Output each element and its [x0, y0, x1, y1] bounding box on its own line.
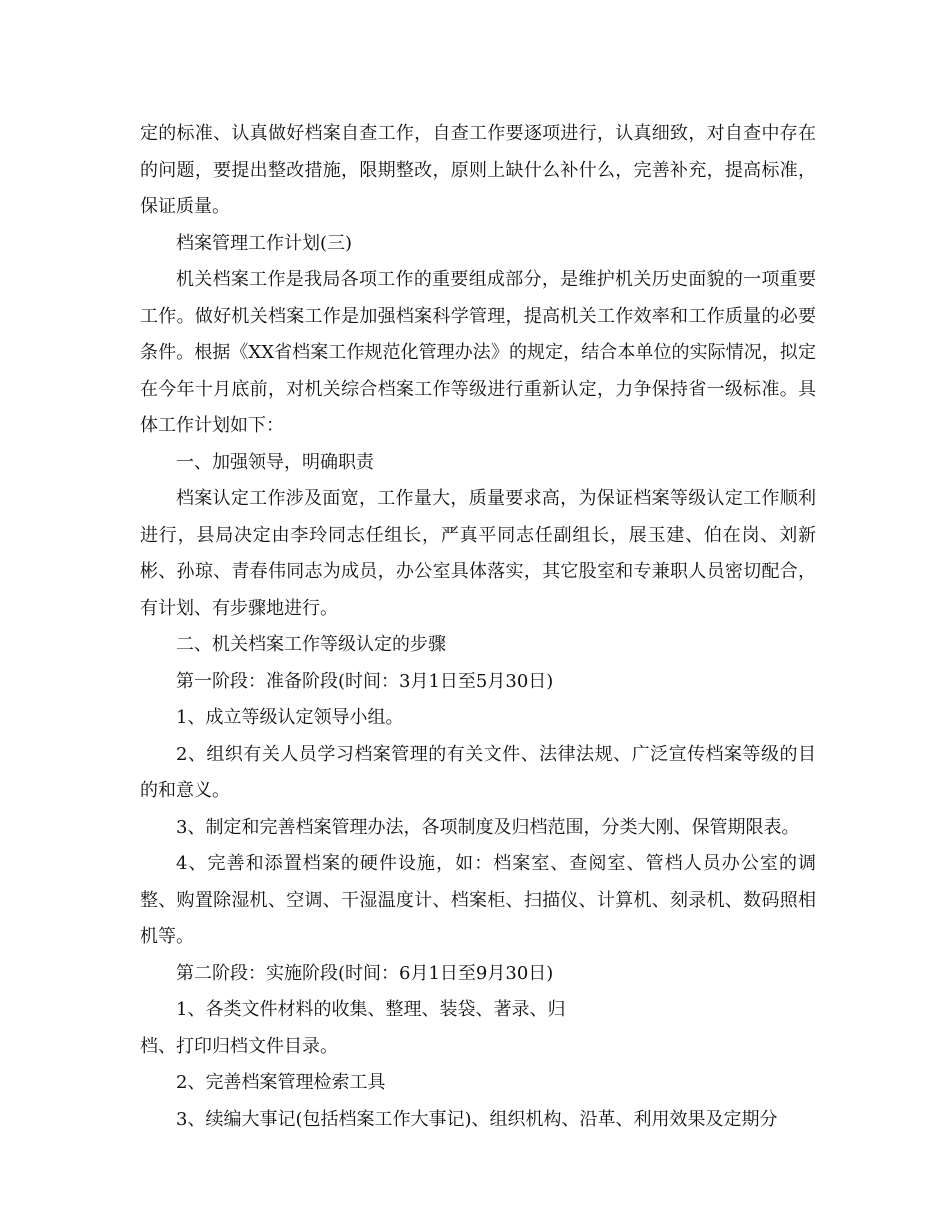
paragraph-leadership: 档案认定工作涉及面宽，工作量大，质量要求高，为保证档案等级认定工作顺利进行，县局决定由李玲同志任组长，严真平同志任副组长，展玉建、伯在岗、刘新彬、孙琼、青春伟同志为成员，办公室具体落实，其它股室和专兼职人员密切配合，有计划、有步骤地进行。 — [140, 488, 816, 619]
list-item: 1、成立等级认定领导小组。 — [176, 707, 404, 728]
heading-leadership: 一、加强领导，明确职责 — [176, 451, 374, 473]
list-item-continuation: 档、打印归档文件目录。 — [140, 1035, 338, 1057]
paragraph-intro: 机关档案工作是我局各项工作的重要组成部分，是维护机关历史面貌的一项重要工作。做好机关档案工作是加强档案科学管理，提高机关工作效率和工作质量的必要条件。根据《XX省档案工作规范化管理办法》的规定，结合本单位的实际情况，拟定在今年十月底前，对机关综合档案工作等级进行重新认定，力争保持省一级标准。具体工作计划如下： — [140, 269, 816, 436]
paragraph-continuation: 定的标准、认真做好档案自查工作，自查工作要逐项进行，认真细致，对自查中存在的问题，要提出整改措施，限期整改，原则上缺什么补什么，完善补充，提高标准，保证质量。 — [140, 123, 816, 217]
list-item: 4、完善和添置档案的硬件设施，如：档案室、查阅室、管档人员办公室的调整、购置除湿机、空调、干湿温度计、档案柜、扫描仪、计算机、刻录机、数码照相机等。 — [140, 853, 816, 947]
list-item: 3、制定和完善档案管理办法，各项制度及归档范围，分类大刚、保管期限表。 — [176, 816, 800, 838]
document-body — [140, 116, 816, 1138]
list-item: 1、各类文件材料的收集、整理、装袋、著录、归 — [176, 999, 566, 1020]
list-item: 3、续编大事记(包括档案工作大事记)、组织机构、沿革、利用效果及定期分 — [176, 1108, 778, 1130]
stage-one-heading: 第一阶段：准备阶段(时间：3月1日至5月30日) — [176, 670, 554, 692]
list-item: 2、完善档案管理检索工具 — [176, 1072, 386, 1093]
list-item: 2、组织有关人员学习档案管理的有关文件、法律法规、广泛宣传档案等级的目的和意义。 — [140, 743, 816, 801]
section-heading-plan-three: 档案管理工作计划(三) — [176, 232, 353, 254]
stage-two-heading: 第二阶段：实施阶段(时间：6月1日至9月30日) — [176, 962, 554, 984]
heading-steps: 二、机关档案工作等级认定的步骤 — [176, 634, 446, 655]
